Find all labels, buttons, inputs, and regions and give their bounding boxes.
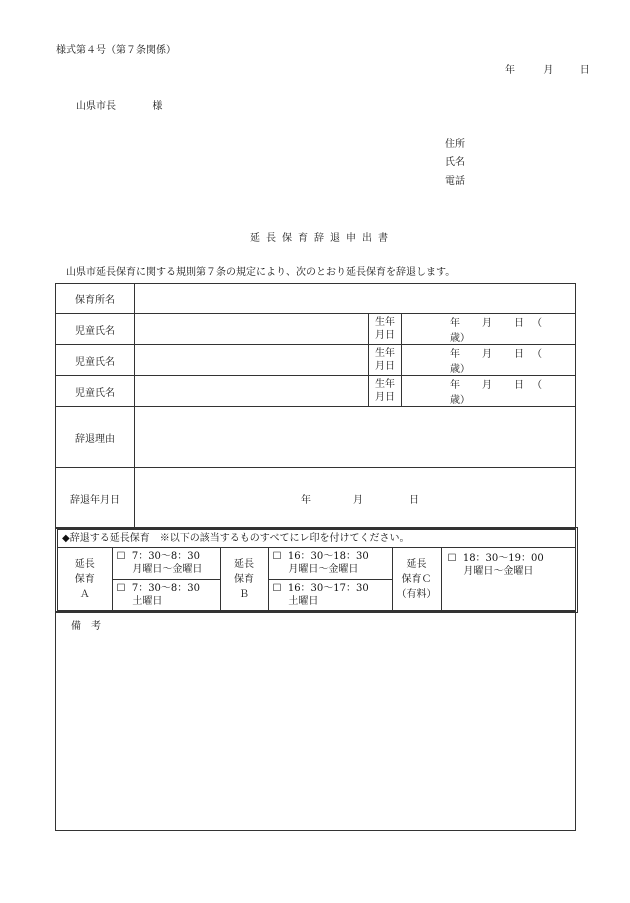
child-name-field[interactable] (135, 345, 369, 376)
reason-field[interactable] (135, 407, 576, 468)
withdraw-date-label: 辞退年月日 (56, 468, 135, 529)
date-day: 日 (579, 65, 590, 76)
child-label: 児童氏名 (56, 314, 135, 345)
child-label: 児童氏名 (56, 345, 135, 376)
remarks-label: 備 考 (71, 621, 101, 632)
remarks-box[interactable] (55, 611, 576, 831)
intro-text: 山県市延長保育に関する規則第７条の規定により、次のとおり延長保育を辞退します。 (66, 267, 456, 278)
child-label: 児童氏名 (56, 376, 135, 407)
facility-field[interactable] (135, 284, 576, 314)
page-title: 延長保育辞退申出書 (250, 233, 394, 244)
dob-field[interactable]: 年 月 日 （歳） (402, 376, 576, 407)
date-line (505, 66, 590, 76)
addressee (76, 102, 162, 112)
checkbox-icon[interactable]: ☐ (116, 551, 126, 563)
form-number: 様式第４号（第７条関係） (56, 45, 176, 56)
reason-label: 辞退理由 (56, 407, 135, 468)
application-table (55, 283, 576, 529)
checkbox-icon[interactable]: ☐ (447, 553, 457, 564)
care-a-label: 延長 保育 Ａ (58, 548, 112, 611)
dob-field[interactable]: 年 月 日 （歳） (402, 314, 576, 345)
date-year: 年 (505, 65, 515, 76)
care-c-option[interactable]: ☐ 18：30〜19：00 月曜日〜金曜日 (441, 548, 575, 611)
care-a-weekday-option[interactable]: ☐ 7：30〜8：30 月曜日〜金曜日 (112, 548, 220, 579)
child-name-field[interactable] (135, 376, 369, 407)
extended-care-section (55, 527, 578, 613)
dob-label: 生年 月日 (369, 376, 402, 407)
date-month: 月 (543, 65, 554, 76)
dob-field[interactable]: 年 月 日 （歳） (402, 345, 576, 376)
addressee-honorific: 様 (152, 101, 163, 112)
child-name-field[interactable] (135, 314, 369, 345)
withdraw-date-field[interactable]: 年 月 日 (135, 468, 576, 529)
facility-label: 保育所名 (56, 284, 135, 314)
checkbox-icon[interactable]: ☐ (272, 551, 282, 563)
applicant-phone-label: 電話 (445, 176, 465, 187)
extended-care-options (58, 548, 575, 611)
checkbox-icon[interactable]: ☐ (272, 583, 282, 595)
extended-care-header: ◆辞退する延長保育 ※以下の該当するものすべてにレ印を付けてください。 (58, 530, 575, 548)
checkbox-icon[interactable]: ☐ (116, 583, 126, 595)
addressee-city: 山県市長 (76, 101, 116, 112)
care-c-label: 延長 保育Ｃ （有料） (392, 548, 441, 611)
applicant-name-label: 氏名 (445, 157, 465, 168)
care-b-saturday-option[interactable]: ☐ 16：30〜17：30 土曜日 (268, 579, 392, 610)
care-b-weekday-option[interactable]: ☐ 16：30〜18：30 月曜日〜金曜日 (268, 548, 392, 579)
dob-label: 生年 月日 (369, 345, 402, 376)
applicant-address-label: 住所 (445, 139, 465, 150)
dob-label: 生年 月日 (369, 314, 402, 345)
care-a-saturday-option[interactable]: ☐ 7：30〜8：30 土曜日 (112, 579, 220, 610)
care-b-label: 延長 保育 Ｂ (220, 548, 268, 611)
